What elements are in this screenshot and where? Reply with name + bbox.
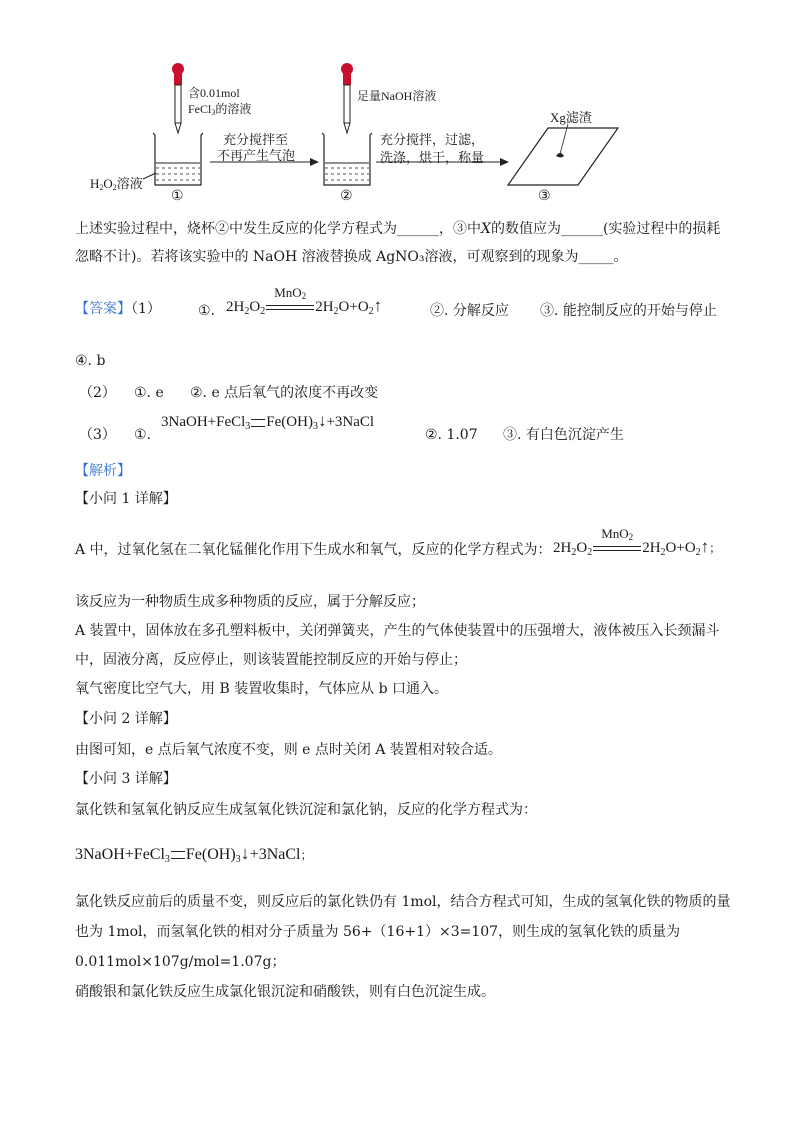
beaker-2 bbox=[322, 133, 372, 185]
analysis-s3-line2: 氯化铁反应前后的质量不变，则反应后的氯化铁仍有 1mol，结合方程式可知，生成的氢氧化铁的物质的量 bbox=[75, 894, 731, 910]
answer-p1-item3: ③. 能控制反应的开始与停止 bbox=[540, 303, 717, 319]
analysis-s1-line5: 氧气密度比空气大，用 B 装置收集时，气体应从 b 口通入。 bbox=[75, 681, 449, 697]
answer-part3-label: （3） bbox=[79, 427, 116, 443]
answer-tag: 【答案】 bbox=[75, 301, 131, 317]
analysis-tag: 【解析】 bbox=[75, 463, 131, 479]
dropper-2 bbox=[341, 63, 353, 133]
arrow1-top-label: 充分搅拌至 bbox=[223, 132, 289, 147]
down-arrow-icon: ↓ bbox=[240, 843, 250, 863]
experiment-figure bbox=[70, 55, 630, 215]
arrow1-bottom-label: 不再产生气泡 bbox=[217, 148, 296, 163]
equation-1-repeat: $2H_2O_2$ MnO$_2$ $2H_2O+O_2↑$； bbox=[553, 525, 722, 558]
analysis-s1-line1: A 中，过氧化氢在二氧化锰催化作用下生成水和氧气，反应的化学方程式为： bbox=[75, 542, 552, 558]
answer-row-1: 【答案】（1） bbox=[75, 301, 161, 317]
equation-3-repeat: 3NaOH+FeCl$_3$ $Fe(OH)_3↓+3NaCl$； bbox=[75, 843, 313, 865]
arrow2-top-label: 充分搅拌，过滤， bbox=[380, 132, 485, 147]
analysis-s2-line1: 由图可知，e 点后氧气浓度不变，则 e 点时关闭 A 装置相对较合适。 bbox=[75, 742, 502, 758]
up-arrow-icon: ↑ bbox=[373, 296, 383, 315]
answer-p1-item4: ④. b bbox=[75, 353, 106, 369]
analysis-s3-line3: 也为 1mol，而氢氧化铁的相对分子质量为 56+（16+1）×3=107，则生成的氢氧化铁的质量为 bbox=[75, 924, 681, 940]
variable-x: X bbox=[481, 221, 491, 237]
beaker-1 bbox=[143, 133, 203, 185]
analysis-s3-line5: 硝酸银和氯化铁反应生成氯化银沉淀和硝酸铁，则有白色沉淀生成。 bbox=[75, 984, 495, 1000]
dropper1-label-line1: 含0.01mol bbox=[188, 86, 240, 100]
question-line-1: 上述实验过程中，烧杯②中发生反应的化学方程式为______，③中X的数值应为______(实验过程中的损耗 bbox=[75, 221, 721, 237]
answer-p3-item1-label: ①. bbox=[134, 427, 152, 443]
filter-number: ③ bbox=[538, 189, 551, 204]
equation-1: $2H_2O_2$ MnO$_2$ $2H_2O+O_2↑$ bbox=[226, 284, 383, 317]
dropper1-label-line2: FeCl$_3$的溶液 bbox=[188, 102, 252, 117]
answer-p2-item2: ②. e 点后氧气的浓度不再改变 bbox=[190, 385, 379, 401]
answer-p2-item1: ①. e bbox=[134, 385, 164, 401]
answer-part2-label: （2） bbox=[79, 385, 116, 401]
analysis-s1-line2: 该反应为一种物质生成多种物质的反应，属于分解反应； bbox=[75, 594, 425, 610]
analysis-s1-line3: A 装置中，固体放在多孔塑料板中，关闭弹簧夹，产生的气体使装置中的压强增大，液体被压入长颈漏斗 bbox=[75, 623, 720, 639]
answer-p3-item3: ③. 有白色沉淀产生 bbox=[503, 427, 624, 443]
up-arrow-icon: ↑ bbox=[700, 537, 710, 556]
sub-question-3-heading: 【小问 3 详解】 bbox=[75, 771, 177, 787]
question-line-2: 忽略不计)。若将该实验中的 NaOH 溶液替换成 AgNO₃溶液，可观察到的现象为_____。 bbox=[75, 249, 628, 265]
answer-p1-item1-label: ①. bbox=[198, 303, 216, 319]
sub-question-2-heading: 【小问 2 详解】 bbox=[75, 711, 177, 727]
arrow2-bottom-label: 洗涤，烘干，称量 bbox=[380, 150, 485, 165]
analysis-s3-line1: 氯化铁和氢氧化钠反应生成氢氧化铁沉淀和氯化钠，反应的化学方程式为： bbox=[75, 802, 537, 818]
h2o2-label: $H_2O_2$溶液 bbox=[90, 176, 143, 192]
residue-label: Xg滤渣 bbox=[550, 110, 592, 125]
analysis-s1-line4: 中，固液分离，反应停止，则该装置能控制反应的开始与停止； bbox=[75, 652, 467, 668]
answer-p1-item2: ②. 分解反应 bbox=[430, 303, 509, 319]
filter-paper bbox=[508, 124, 618, 185]
equation-3: 3NaOH+FeCl$_3$ $Fe(OH)_3↓+3NaCl$ bbox=[161, 411, 375, 432]
analysis-s3-line4: 0.011mol×107g/mol=1.07g； bbox=[75, 954, 286, 970]
beaker2-number: ② bbox=[340, 189, 353, 204]
dropper2-label: 足量NaOH溶液 bbox=[357, 89, 437, 103]
sub-question-1-heading: 【小问 1 详解】 bbox=[75, 491, 177, 507]
dropper1-label bbox=[188, 85, 251, 117]
beaker1-number: ① bbox=[171, 189, 184, 204]
answer-p3-item2: ②. 1.07 bbox=[425, 427, 478, 443]
down-arrow-icon: ↓ bbox=[317, 411, 327, 430]
dropper-1 bbox=[172, 63, 184, 133]
